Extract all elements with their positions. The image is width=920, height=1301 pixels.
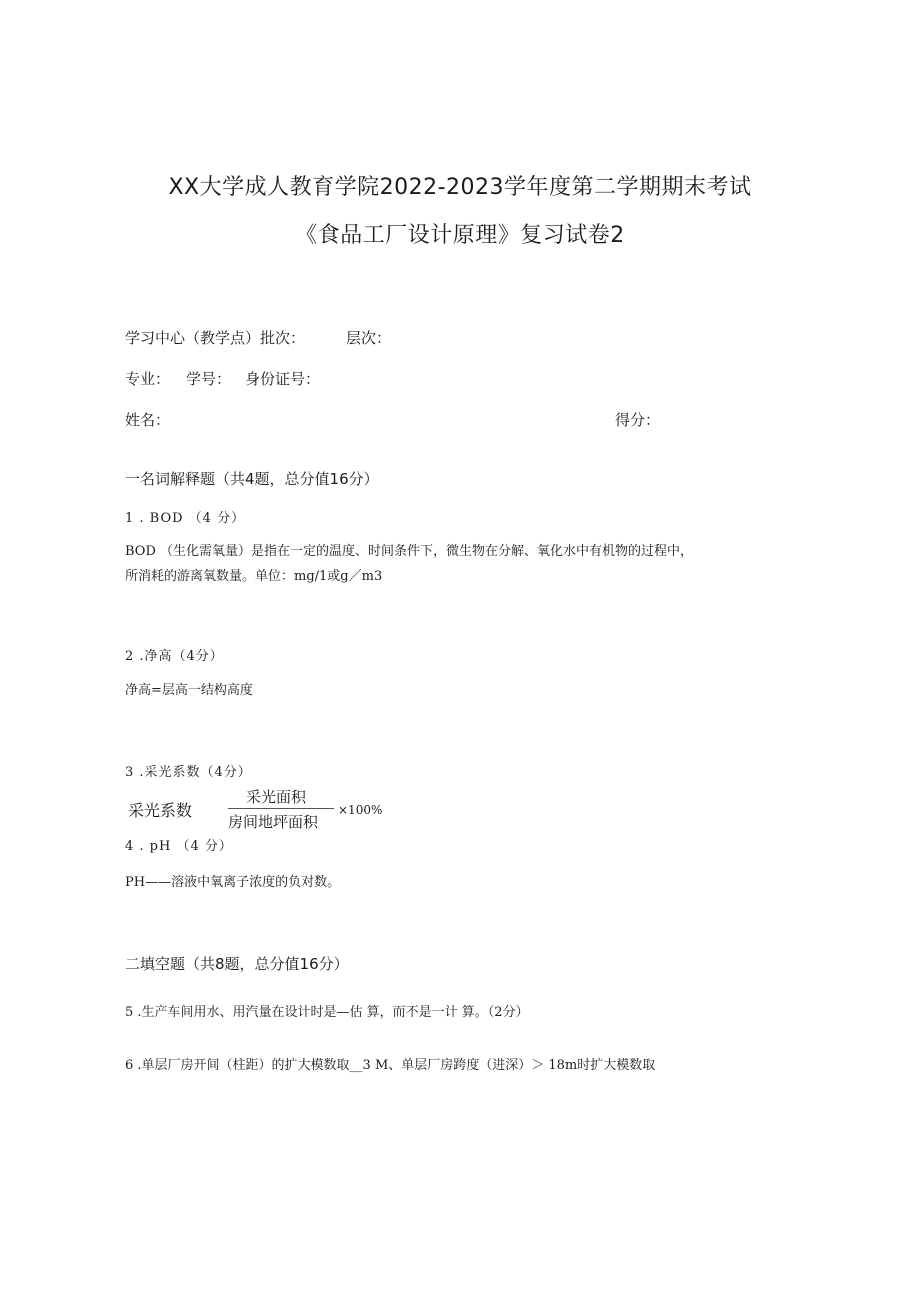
info-score: 得分： <box>615 411 661 429</box>
question-1-title: 1 . BOD （4 分） <box>125 511 246 526</box>
question-4-answer: PH——溶液中氧离子浓度的负对数。 <box>125 875 341 890</box>
info-major: 专业： <box>125 370 171 388</box>
info-level: 层次： <box>346 329 392 347</box>
question-4-title: 4 . pH （4 分） <box>125 839 233 854</box>
question-3-title: 3 .采光系数（4分） <box>125 765 252 780</box>
formula-numerator: 采光面积 <box>246 788 307 806</box>
question-1-answer-line1: BOD （生化需氧量）是指在一定的温度、时间条件下，微生物在分解、氧化水中有机物的过程中， <box>125 544 694 559</box>
formula-multiplier: ×100% <box>338 803 383 817</box>
section-1-heading: 一名词解释题（共4题，总分值16分） <box>125 470 379 488</box>
question-1-answer-line2: 所消耗的游离氧数量。单位：mg/1或g／m3 <box>125 569 383 584</box>
info-id-card: 身份证号： <box>245 370 321 388</box>
formula-denominator: 房间地坪面积 <box>228 813 319 831</box>
exam-subtitle: 《食品工厂设计原理》复习试卷2 <box>295 223 625 248</box>
info-study-center-batch: 学习中心（教学点）批次： <box>125 329 306 347</box>
question-2-title: 2 .净高（4分） <box>125 649 224 664</box>
question-6: 6 .单层厂房开间（柱距）的扩大模数取__3 M、单层厂房跨度（进深）＞ 18m时扩大模数取 <box>125 1058 656 1073</box>
exam-title: XX大学成人教育学院2022-2023学年度第二学期期末考试 <box>168 175 752 200</box>
formula-label: 采光系数 <box>128 801 193 820</box>
info-student-id: 学号： <box>186 370 232 388</box>
formula-fraction-bar <box>228 808 334 809</box>
question-2-answer: 净高=层高一结构高度 <box>125 683 253 698</box>
section-2-heading: 二填空题（共8题，总分值16分） <box>125 955 349 973</box>
info-name: 姓名： <box>125 411 171 429</box>
question-5: 5 .生产车间用水、用汽量在设计时是—估 算，而不是一计 算。（2分） <box>125 1005 529 1020</box>
